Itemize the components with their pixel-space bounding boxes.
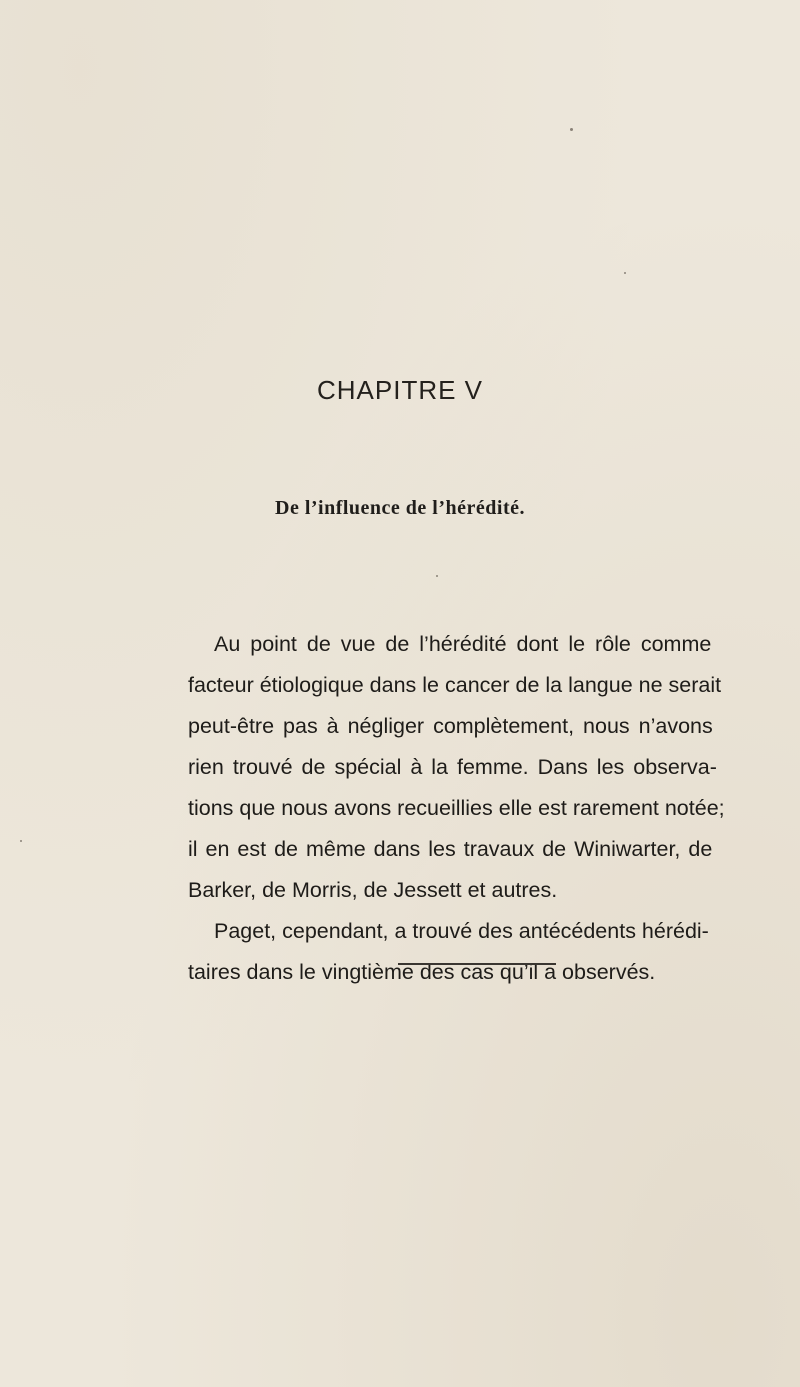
paper-speck bbox=[570, 128, 573, 131]
end-rule bbox=[398, 963, 556, 965]
text-line: il en est de même dans les travaux de Winiwarter, de bbox=[188, 837, 713, 861]
text-line: peut-être pas à négliger complètement, nous n’avons bbox=[188, 714, 713, 738]
text-line: tions que nous avons recueillies elle est rarement notée; bbox=[188, 796, 725, 820]
section-subtitle: De l’influence de l’hérédité. bbox=[275, 497, 525, 519]
text-line: Au point de vue de l’hérédité dont le rôle comme bbox=[214, 632, 712, 656]
text-line: rien trouvé de spécial à la femme. Dans les observa- bbox=[188, 755, 717, 779]
text-line: facteur étiologique dans le cancer de la langue ne serait bbox=[188, 673, 722, 697]
text-line: Barker, de Morris, de Jessett et autres. bbox=[188, 878, 558, 902]
text-line: Paget, cependant, a trouvé des antécédents hérédi- bbox=[214, 919, 709, 943]
paper-speck bbox=[624, 272, 626, 274]
text-line: taires dans le vingtième des cas qu’il a observés. bbox=[188, 960, 656, 984]
paper-speck bbox=[20, 840, 22, 842]
chapter-heading: CHAPITRE V bbox=[316, 375, 484, 405]
paper-speck bbox=[436, 575, 438, 577]
